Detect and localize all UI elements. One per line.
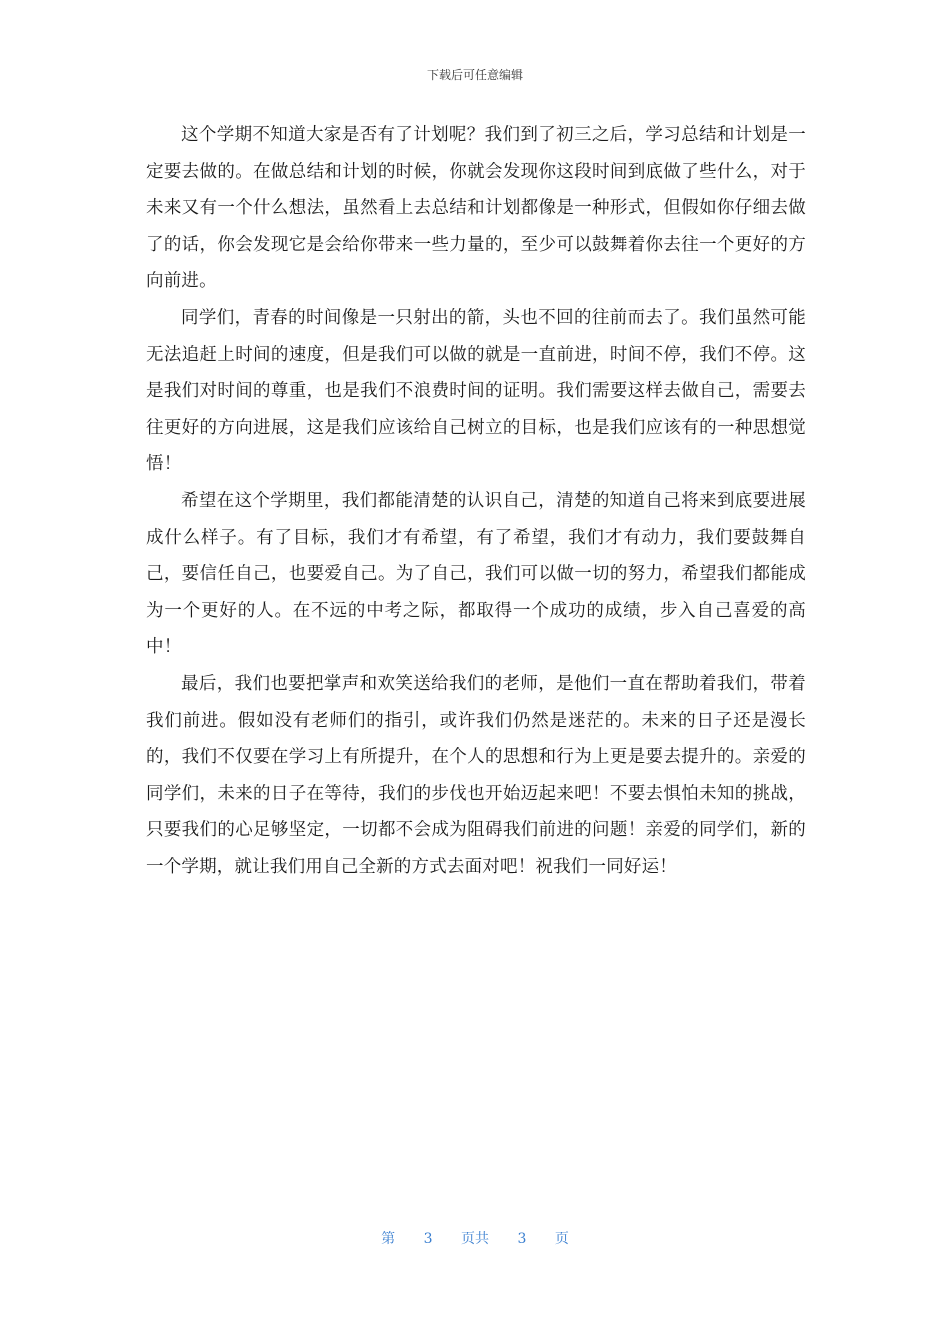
footer-suffix: 页 [554,1231,569,1247]
body-paragraph-1: 这个学期不知道大家是否有了计划呢？我们到了初三之后，学习总结和计划是一定要去做的。在做总结和计划的时候，你就会发现你这段时间到底做了些什么，对于未来又有一个什么想法，虽然看上去总结和计划都像是一种形式，但假如你仔细去做了的话，你会发现它是会给你带来一些力量的，至少可以鼓舞着你去往一个更好的方向前进。 [146,125,806,292]
footer-total-pages: 3 [517,1231,527,1247]
footer-current-page: 3 [423,1231,433,1247]
page-number-footer [0,1229,950,1249]
body-paragraph-2: 同学们，青春的时间像是一只射出的箭，头也不回的往前而去了。我们虽然可能无法追赶上时间的速度，但是我们可以做的就是一直前进，时间不停，我们不停。这是我们对时间的尊重，也是我们不浪费时间的证明。我们需要这样去做自己，需要去往更好的方向进展，这是我们应该给自己树立的目标，也是我们应该有的一种思想觉悟！ [146,307,806,475]
body-paragraph-3: 希望在这个学期里，我们都能清楚的认识自己，清楚的知道自己将来到底要进展成什么样子。有了目标，我们才有希望，有了希望，我们才有动力，我们要鼓舞自己，要信任自己，也要爱自己。为了自己，我们可以做一切的努力，希望我们都能成为一个更好的人。在不远的中考之际，都取得一个成功的成绩，步入自己喜爱的高中！ [146,490,806,658]
body-paragraph-4: 最后，我们也要把掌声和欢笑送给我们的老师，是他们一直在帮助着我们，带着我们前进。假如没有老师们的指引，或许我们仍然是迷茫的。未来的日子还是漫长的，我们不仅要在学习上有所提升，在个人的思想和行为上更是要去提升的。亲爱的同学们，未来的日子在等待，我们的步伐也开始迈起来吧！不要去惧怕未知的挑战，只要我们的心足够坚定，一切都不会成为阻碍我们前进的问题！亲爱的同学们，新的一个学期，就让我们用自己全新的方式去面对吧！祝我们一同好运！ [146,673,806,877]
footer-prefix: 第 [381,1231,396,1247]
footer-middle: 页共 [461,1231,489,1247]
page-header-note: 下载后可任意编辑 [426,68,523,82]
document-body [146,117,806,885]
